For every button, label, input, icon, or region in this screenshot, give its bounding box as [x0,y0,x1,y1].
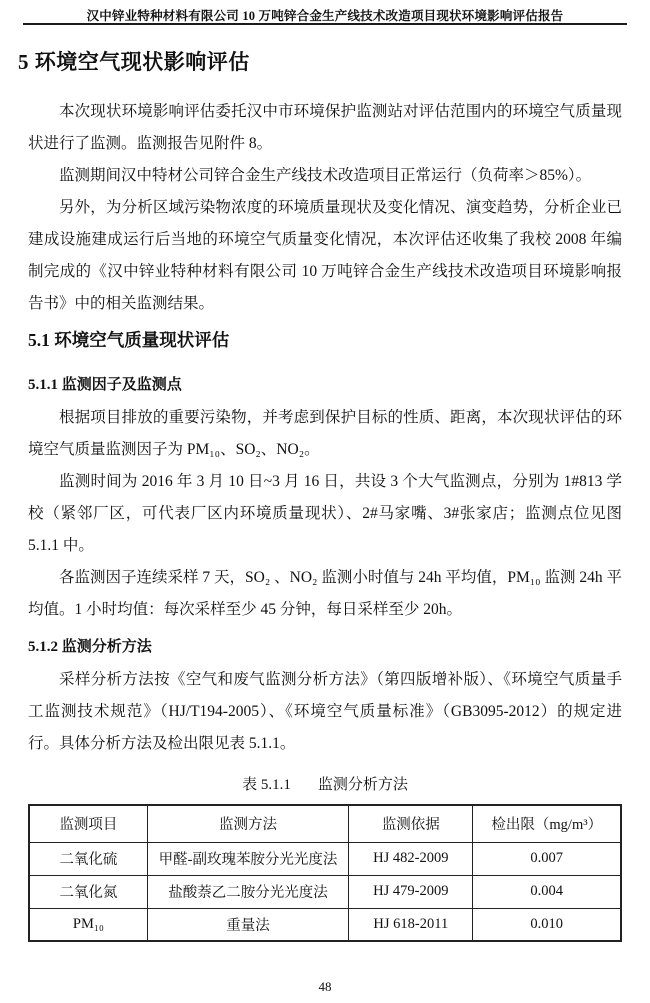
subsection-heading-5-1-2: 5.1.2 监测分析方法 [28,639,152,655]
table-header-row [29,805,621,842]
table-row [29,842,621,875]
table-caption-title: 监测分析方法 [317,777,408,793]
cell-detection-limit: 0.007 [473,842,621,875]
section-heading-5-1: 5.1 环境空气质量现状评估 [28,330,230,350]
cell-basis: HJ 482-2009 [349,842,473,875]
paragraph-monitoring-time-points: 监测时间为 2016 年 3 月 10 日~3 月 16 日，共设 3 个大气监测点，分别为 1#813 学校（紧邻厂区，可代表厂区内环境质量现状）、2#马家嘴、3#张家店；监测点位见图 5.1.1 中。 [28,473,622,554]
table-caption-label: 表 5.1.1 [242,777,291,793]
page-number: 48 [318,979,332,994]
chapter-heading: 5 环境空气现状影响评估 [18,50,250,74]
cell-detection-limit: 0.010 [473,908,621,941]
running-header-title: 汉中锌业特种材料有限公司 10 万吨锌合金生产线技术改造项目现状环境影响评估报告 [86,9,564,23]
cell-item: 二氧化硫 [29,842,147,875]
cell-method: 甲醛-副玫瑰苯胺分光光度法 [147,842,348,875]
paragraph-historical-data: 另外，为分析区域污染物浓度的环境质量现状及变化情况、演变趋势，分析企业已建成设施建成运行后当地的环境空气质量变化情况，本次评估还收集了我校 2008 年编制完成的《汉中锌业特种材料有限公司 10 万吨锌合金生产线技术改造项目环境影响报告书》中的相关监测结果。 [28,199,622,312]
cell-basis: HJ 618-2011 [349,908,473,941]
column-header-basis: 监测依据 [349,805,473,842]
cell-item: 二氧化氮 [29,875,147,908]
table-row [29,908,621,941]
column-header-method: 监测方法 [147,805,348,842]
cell-detection-limit: 0.004 [473,875,621,908]
table-caption [28,774,622,796]
cell-basis: HJ 479-2009 [349,875,473,908]
cell-method: 重量法 [147,908,348,941]
paragraph-sampling-duration: 各监测因子连续采样 7 天，SO₂ 、NO₂ 监测小时值与 24h 平均值，PM₁₀ 监测 24h 平均值。1 小时均值：每次采样至少 45 分钟，每日采样至少 20h。 [28,569,622,618]
paragraph-operation-load: 监测期间汉中特材公司锌合金生产线技术改造项目正常运行（负荷率＞85%）。 [59,167,592,184]
paragraph-monitoring-commission: 本次现状环境影响评估委托汉中市环境保护监测站对评估范围内的环境空气质量现状进行了监测。监测报告见附件 8。 [28,103,622,152]
table-row [29,875,621,908]
paragraph-monitoring-factors: 根据项目排放的重要污染物，并考虑到保护目标的性质、距离，本次现状评估的环境空气质量监测因子为 PM₁₀、SO₂、NO₂。 [28,409,622,458]
column-header-detection-limit: 检出限（mg/m³） [473,805,621,842]
cell-method: 盐酸萘乙二胺分光光度法 [147,875,348,908]
column-header-item: 监测项目 [29,805,147,842]
paragraph-analysis-methods: 采样分析方法按《空气和废气监测分析方法》（第四版增补版）、《环境空气质量手工监测技术规范》（HJ/T194-2005）、《环境空气质量标准》（GB3095-2012）的规定进行。具体分析方法及检出限见表 5.1.1。 [28,671,622,752]
analysis-methods-table [28,804,622,942]
subsection-heading-5-1-1: 5.1.1 监测因子及监测点 [28,377,182,393]
cell-item: PM₁₀ [29,908,147,941]
running-header [23,0,627,25]
